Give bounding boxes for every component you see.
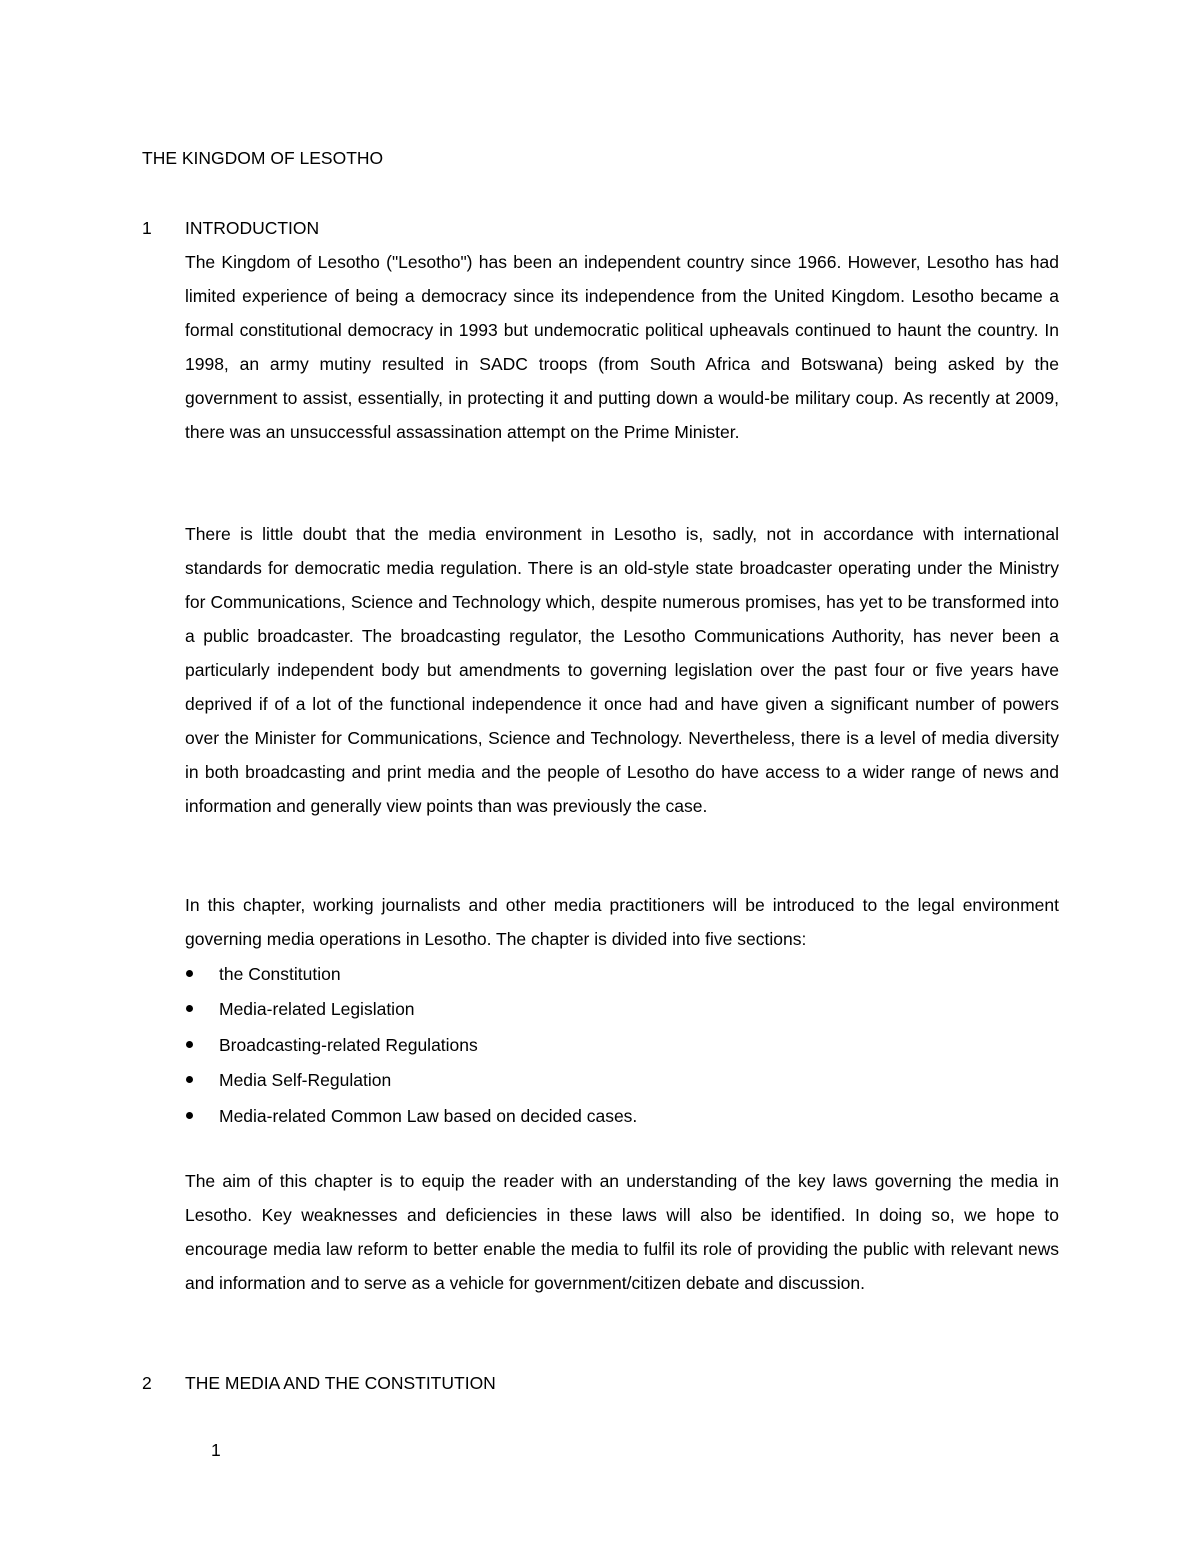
list-item: Media-related Common Law based on decided cases. [185, 1099, 637, 1134]
intro-paragraph-1: The Kingdom of Lesotho ("Lesotho") has been an independent country since 1966. However, Lesotho has had limited experience of being a democracy since its independence from the United Kingdom. Lesotho became a formal constitutional democracy in 1993 but undemocratic political upheavals continued to haunt the country. In 1998, an army mutiny resulted in SADC troops (from South Africa and Botswana) being asked by the government to assist, essentially, in protecting it and putting down a would-be military coup. As recently at 2009, there was an unsuccessful assassination attempt on the Prime Minister. [185, 252, 1059, 442]
section-1-number: 1 [142, 218, 152, 238]
intro-paragraph-3: In this chapter, working journalists and other media practitioners will be introduced to the legal environment governing media operations in Lesotho. The chapter is divided into five sections: [185, 895, 1059, 949]
sections-list [185, 957, 637, 1134]
section-2-title: THE MEDIA AND THE CONSTITUTION [185, 1373, 496, 1393]
bullet-icon [186, 1041, 193, 1048]
section-2-number: 2 [142, 1373, 152, 1393]
bullet-icon [186, 1076, 193, 1083]
list-item: Media-related Legislation [185, 992, 637, 1027]
page-number: 1 [211, 1440, 221, 1460]
list-item: Broadcasting-related Regulations [185, 1028, 637, 1063]
section-1-title: INTRODUCTION [185, 218, 320, 238]
list-item: Media Self-Regulation [185, 1063, 637, 1098]
bullet-icon [186, 1112, 193, 1119]
list-item: the Constitution [185, 957, 637, 992]
intro-paragraph-2: There is little doubt that the media environment in Lesotho is, sadly, not in accordance with international standards for democratic media regulation. There is an old-style state broadcaster operating under the Ministry for Communications, Science and Technology which, despite numerous promises, has yet to be transformed into a public broadcaster. The broadcasting regulator, the Lesotho Communications Authority, has never been a particularly independent body but amendments to governing legislation over the past four or five years have deprived if of a lot of the functional independence it once had and have given a significant number of powers over the Minister for Communications, Science and Technology. Nevertheless, there is a level of media diversity in both broadcasting and print media and the people of Lesotho do have access to a wider range of news and information and generally view points than was previously the case. [185, 524, 1059, 816]
closing-paragraph: The aim of this chapter is to equip the reader with an understanding of the key laws governing the media in Lesotho. Key weaknesses and deficiencies in these laws will also be identified. In doing so, we hope to encourage media law reform to better enable the media to fulfil its role of providing the public with relevant news and information and to serve as a vehicle for government/citizen debate and discussion. [185, 1171, 1059, 1293]
bullet-icon [186, 970, 193, 977]
bullet-icon [186, 1005, 193, 1012]
document-title: THE KINGDOM OF LESOTHO [142, 148, 384, 168]
